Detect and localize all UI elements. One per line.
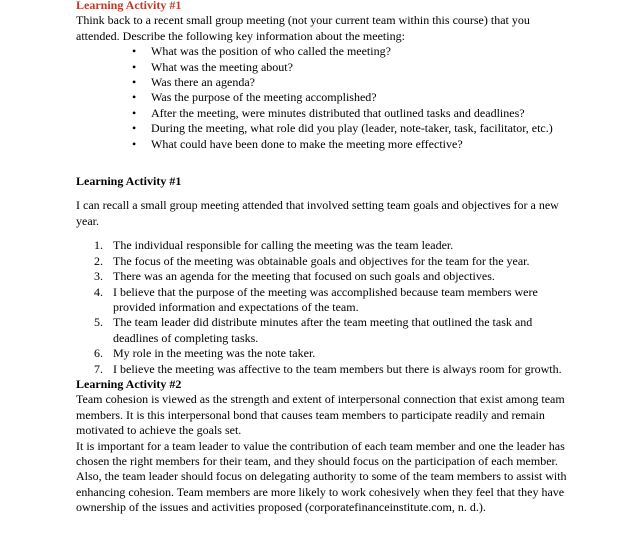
answer-item bbox=[94, 238, 570, 253]
answer-2-paragraph-1: Team cohesion is viewed as the strength and extent of interpersonal connection that exist among team members. It is this interpersonal bond that causes team members to participate readily and remain motivated to achieve the goals set. bbox=[76, 392, 565, 438]
question-list bbox=[76, 44, 570, 152]
answer-1-title: Learning Activity #1 bbox=[76, 174, 182, 189]
answer-number: 1. bbox=[94, 238, 103, 253]
answer-item bbox=[94, 285, 570, 316]
answer-text: The individual responsible for calling the meeting was the team leader. bbox=[113, 238, 454, 253]
answer-number: 6. bbox=[94, 346, 103, 361]
question-item: • What was the position of who called the meeting? bbox=[132, 44, 570, 59]
answer-number: 5. bbox=[94, 315, 103, 330]
answer-number: 3. bbox=[94, 269, 103, 284]
answer-text: My role in the meeting was the note taker. bbox=[113, 346, 316, 361]
answer-item bbox=[94, 315, 570, 346]
answer-list bbox=[76, 238, 570, 377]
answer-text: The team leader did distribute minutes after the team meeting that outlined the task and deadlines of completing tasks. bbox=[113, 315, 533, 345]
question-item: • After the meeting, were minutes distributed that outlined tasks and deadlines? bbox=[132, 106, 570, 121]
answer-item bbox=[94, 254, 570, 269]
answer-text: I believe that the purpose of the meeting was accomplished because team members were provided information and expectations of the team. bbox=[113, 284, 538, 314]
answer-text: There was an agenda for the meeting that focused on such goals and objectives. bbox=[113, 269, 495, 284]
answer-text: I believe the meeting was affective to the team members but there is always room for growth. bbox=[113, 361, 562, 376]
activity-1-intro: Think back to a recent small group meeting (not your current team within this course) that you attended. Describe the following key information about the meeting: bbox=[76, 13, 530, 43]
question-item: • What could have been done to make the meeting more effective? bbox=[132, 137, 570, 152]
answer-2-paragraph-2: It is important for a team leader to value the contribution of each team member and one the leader has chosen the right members for their team, and they should focus on the participation of each member. Also, the team leader should focus on delegating authority to some of the team members to assist with enhancing cohesion. Team members are more likely to work cohesively when they feel that they have ownership of the issues and activities proposed (corporatefinanceinstitute.com, n. d.). bbox=[76, 438, 567, 515]
activity-1-title: Learning Activity #1 bbox=[76, 0, 182, 12]
question-item: • Was there an agenda? bbox=[132, 75, 570, 90]
answer-text: The focus of the meeting was obtainable goals and objectives for the team for the year. bbox=[113, 253, 530, 268]
answer-item bbox=[94, 346, 570, 361]
question-item: • What was the meeting about? bbox=[132, 60, 570, 75]
answer-item bbox=[94, 269, 570, 284]
answer-number: 4. bbox=[94, 284, 103, 299]
question-item: • Was the purpose of the meeting accomplished? bbox=[132, 90, 570, 105]
answer-item bbox=[94, 362, 570, 377]
question-item: • During the meeting, what role did you play (leader, note-taker, task, facilitator, etc.) bbox=[132, 121, 570, 136]
answer-2-title: Learning Activity #2 bbox=[76, 376, 182, 391]
answer-1-intro: I can recall a small group meeting attended that involved setting team goals and objectives for a new year. bbox=[76, 198, 559, 228]
answer-number: 2. bbox=[94, 253, 103, 268]
answer-number: 7. bbox=[94, 361, 103, 376]
